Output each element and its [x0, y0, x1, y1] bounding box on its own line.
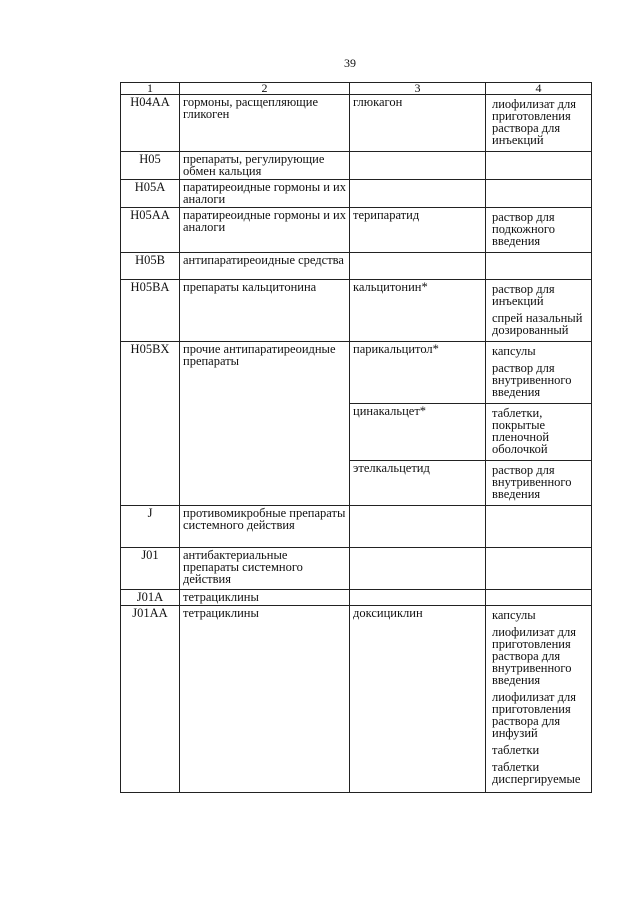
atc-code-cell: H05BX: [121, 342, 180, 506]
atc-code-cell: J01AA: [121, 606, 180, 793]
atc-code-cell: H05A: [121, 180, 180, 208]
atc-code-cell: J: [121, 506, 180, 548]
table-row: [121, 95, 592, 152]
table-row: [121, 152, 592, 180]
dosage-form: лиофилизат для приготовления раствора для внутривенного введения: [492, 625, 576, 687]
table-row: [121, 506, 592, 548]
column-header: 4: [486, 83, 592, 95]
dosage-form: раствор для инъекций: [492, 282, 555, 308]
dosage-form-cell: [486, 253, 592, 280]
atc-code-cell: H05B: [121, 253, 180, 280]
group-name-cell: паратиреоидные гормоны и их аналоги: [180, 208, 350, 253]
atc-code-cell: J01A: [121, 590, 180, 606]
group-name-cell: паратиреоидные гормоны и их аналоги: [180, 180, 350, 208]
dosage-form: спрей назальный дозированный: [492, 311, 583, 337]
page-number: 39: [344, 56, 356, 70]
dosage-form-cell: [486, 152, 592, 180]
group-name-cell: препараты кальцитонина: [180, 280, 350, 342]
drug-name-cell: [350, 180, 486, 208]
dosage-form-cell: [486, 548, 592, 590]
atc-code-cell: H04AA: [121, 95, 180, 152]
table-row: [121, 280, 592, 342]
drug-name-cell: [350, 152, 486, 180]
dosage-form-cell: [486, 95, 592, 152]
drug-name-cell: цинакальцет*: [350, 404, 486, 461]
drug-name-cell: кальцитонин*: [350, 280, 486, 342]
table-row: [121, 208, 592, 253]
table-row: [121, 606, 592, 793]
drug-name-cell: доксициклин: [350, 606, 486, 793]
atc-code-cell: H05BA: [121, 280, 180, 342]
table-row: [121, 253, 592, 280]
drug-name-cell: [350, 548, 486, 590]
table-row: [121, 548, 592, 590]
drug-name-cell: этелкальцетид: [350, 461, 486, 506]
group-name-cell: тетрациклины: [180, 590, 350, 606]
dosage-form: раствор для подкожного введения: [492, 210, 555, 248]
dosage-form: капсулы: [492, 608, 536, 622]
column-header: 1: [121, 83, 180, 95]
table-row: [121, 180, 592, 208]
drug-table: [120, 82, 592, 793]
atc-code-cell: J01: [121, 548, 180, 590]
dosage-form-cell: [486, 342, 592, 404]
drug-name-cell: парикальцитол*: [350, 342, 486, 404]
dosage-form: таблетки, покрытые пленочной оболочкой: [492, 406, 550, 456]
dosage-form: таблетки диспергируемые: [492, 760, 581, 786]
group-name-cell: тетрациклины: [180, 606, 350, 793]
dosage-form-cell: [486, 606, 592, 793]
group-name-cell: препараты, регулирующие обмен кальция: [180, 152, 350, 180]
dosage-form: лиофилизат для приготовления раствора для инфузий: [492, 690, 576, 740]
dosage-form-cell: [486, 590, 592, 606]
column-header-row: [121, 83, 592, 95]
column-header: 2: [180, 83, 350, 95]
dosage-form-cell: [486, 180, 592, 208]
group-name-cell: гормоны, расщепляющие гликоген: [180, 95, 350, 152]
table-row: [121, 342, 592, 404]
group-name-cell: прочие антипаратиреоидные препараты: [180, 342, 350, 506]
drug-name-cell: [350, 253, 486, 280]
dosage-form: раствор для внутривенного введения: [492, 361, 572, 399]
atc-code-cell: H05: [121, 152, 180, 180]
group-name-cell: противомикробные препараты системного действия: [180, 506, 350, 548]
dosage-form-cell: [486, 506, 592, 548]
dosage-form: капсулы: [492, 344, 536, 358]
drug-name-cell: [350, 506, 486, 548]
dosage-form: раствор для внутривенного введения: [492, 463, 572, 501]
dosage-form-cell: [486, 280, 592, 342]
column-header: 3: [350, 83, 486, 95]
dosage-form: таблетки: [492, 743, 540, 757]
dosage-form-cell: [486, 404, 592, 461]
dosage-form-cell: [486, 461, 592, 506]
atc-code-cell: H05AA: [121, 208, 180, 253]
drug-name-cell: [350, 590, 486, 606]
group-name-cell: антибактериальные препараты системного действия: [180, 548, 350, 590]
drug-name-cell: глюкагон: [350, 95, 486, 152]
dosage-form-cell: [486, 208, 592, 253]
table-body: [121, 95, 592, 793]
table-row: [121, 590, 592, 606]
dosage-form: лиофилизат для приготовления раствора для инъекций: [492, 97, 576, 147]
group-name-cell: антипаратиреоидные средства: [180, 253, 350, 280]
drug-name-cell: терипаратид: [350, 208, 486, 253]
